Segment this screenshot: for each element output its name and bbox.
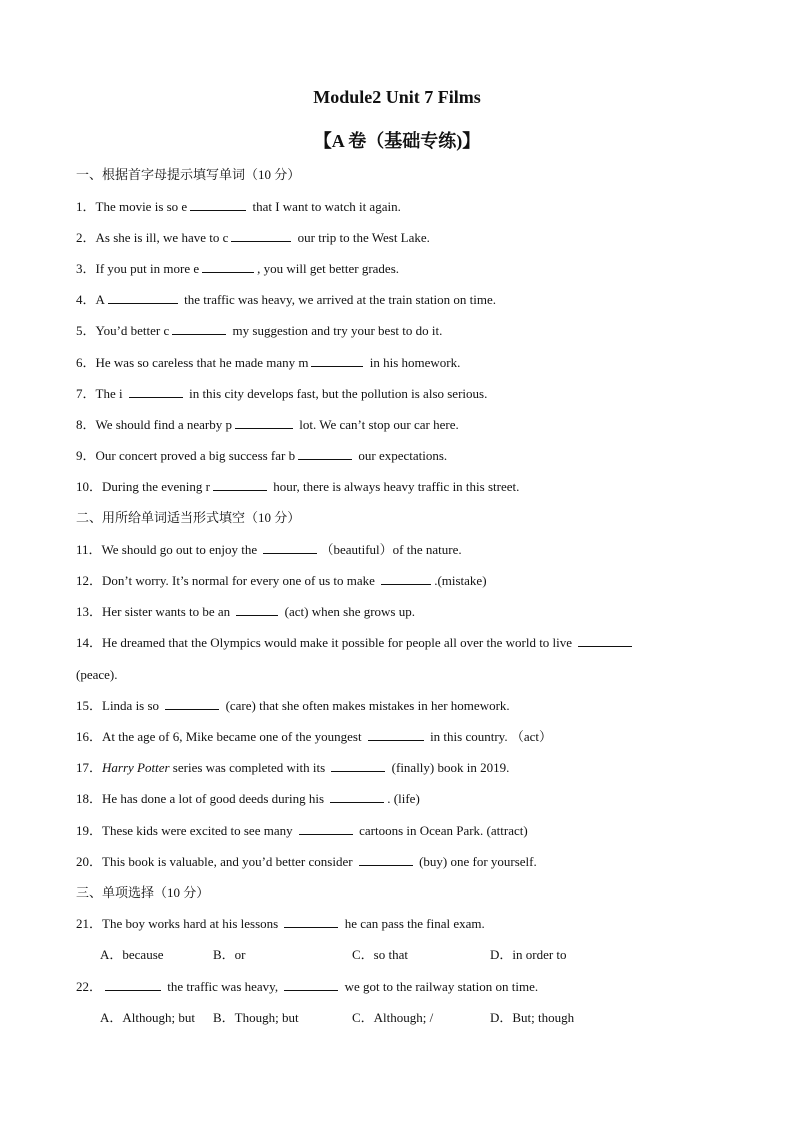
answer-blank[interactable]	[129, 386, 183, 398]
answer-blank[interactable]	[190, 199, 246, 211]
answer-blank[interactable]	[299, 823, 353, 835]
question-5: 5．You’d better c my suggestion and try your best to do it.	[76, 323, 443, 338]
question-1: 1．The movie is so e that I want to watch it again.	[76, 199, 401, 214]
question-7: 7．The i in this city develops fast, but the pollution is also serious.	[76, 386, 488, 401]
question-17: 17．Harry Potter series was completed with its (finally) book in 2019.	[76, 760, 510, 775]
page-subtitle: 【A 卷（基础专练)】	[313, 131, 481, 151]
option-22-d[interactable]: D．But; though	[490, 1010, 575, 1025]
question-21: 21．The boy works hard at his lessons he can pass the final exam.	[76, 916, 485, 931]
answer-blank[interactable]	[105, 979, 161, 991]
answer-blank[interactable]	[368, 729, 424, 741]
question-22: 22． the traffic was heavy, we got to the railway station on time.	[76, 979, 539, 994]
question-11: 11．We should go out to enjoy the （beautiful）of the nature.	[76, 542, 462, 557]
answer-blank[interactable]	[263, 542, 317, 554]
question-14: 14．He dreamed that the Olympics would make it possible for people all over the world to live	[76, 635, 635, 651]
section-heading-2: 二、用所给单词适当形式填空（10 分）	[76, 510, 301, 525]
answer-blank[interactable]	[298, 448, 352, 460]
answer-blank[interactable]	[331, 760, 385, 772]
option-22-a[interactable]: A．Although; but	[100, 1010, 195, 1025]
section-heading-1: 一、根据首字母提示填写单词（10 分）	[76, 167, 301, 182]
answer-blank[interactable]	[108, 292, 178, 304]
answer-blank[interactable]	[236, 604, 278, 616]
question-9: 9．Our concert proved a big success far b our expectations.	[76, 448, 448, 463]
question-15: 15．Linda is so (care) that she often makes mistakes in her homework.	[76, 698, 510, 713]
answer-blank[interactable]	[231, 230, 291, 242]
question-2: 2．As she is ill, we have to c our trip to the West Lake.	[76, 230, 430, 245]
question-14-continued: (peace).	[76, 667, 118, 682]
question-3: 3．If you put in more e , you will get better grades.	[76, 261, 400, 276]
option-22-c[interactable]: C．Although; /	[352, 1010, 434, 1025]
question-4: 4．A the traffic was heavy, we arrived at the train station on time.	[76, 292, 497, 307]
answer-blank[interactable]	[202, 261, 254, 273]
answer-blank[interactable]	[359, 854, 413, 866]
option-21-b[interactable]: B．or	[213, 947, 246, 962]
question-19: 19．These kids were excited to see many cartoons in Ocean Park. (attract)	[76, 823, 528, 838]
answer-blank[interactable]	[284, 916, 338, 928]
option-22-b[interactable]: B．Though; but	[213, 1010, 299, 1025]
question-6: 6．He was so careless that he made many m in his homework.	[76, 355, 461, 370]
question-8: 8．We should find a nearby p lot. We can’t stop our car here.	[76, 417, 459, 432]
answer-blank[interactable]	[284, 979, 338, 991]
page-title: Module2 Unit 7 Films	[313, 87, 481, 107]
answer-blank[interactable]	[213, 479, 267, 491]
question-12: 12．Don’t worry. It’s normal for every one of us to make .(mistake)	[76, 573, 487, 588]
option-21-d[interactable]: D．in order to	[490, 947, 567, 962]
question-10: 10．During the evening r hour, there is always heavy traffic in this street.	[76, 479, 520, 494]
answer-blank[interactable]	[381, 573, 431, 585]
question-18: 18．He has done a lot of good deeds during his . (life)	[76, 791, 420, 806]
answer-blank[interactable]	[165, 698, 219, 710]
section-heading-3: 三、单项选择（10 分）	[76, 885, 210, 900]
question-16: 16．At the age of 6, Mike became one of the youngest in this country. （act）	[76, 729, 552, 744]
answer-blank[interactable]	[578, 635, 632, 647]
answer-blank[interactable]	[235, 417, 293, 429]
answer-blank[interactable]	[311, 355, 363, 367]
question-20: 20．This book is valuable, and you’d better consider (buy) one for yourself.	[76, 854, 537, 869]
answer-blank[interactable]	[330, 791, 384, 803]
option-21-c[interactable]: C．so that	[352, 947, 408, 962]
option-21-a[interactable]: A．because	[100, 947, 164, 962]
question-13: 13．Her sister wants to be an (act) when she grows up.	[76, 604, 415, 619]
answer-blank[interactable]	[172, 323, 226, 335]
